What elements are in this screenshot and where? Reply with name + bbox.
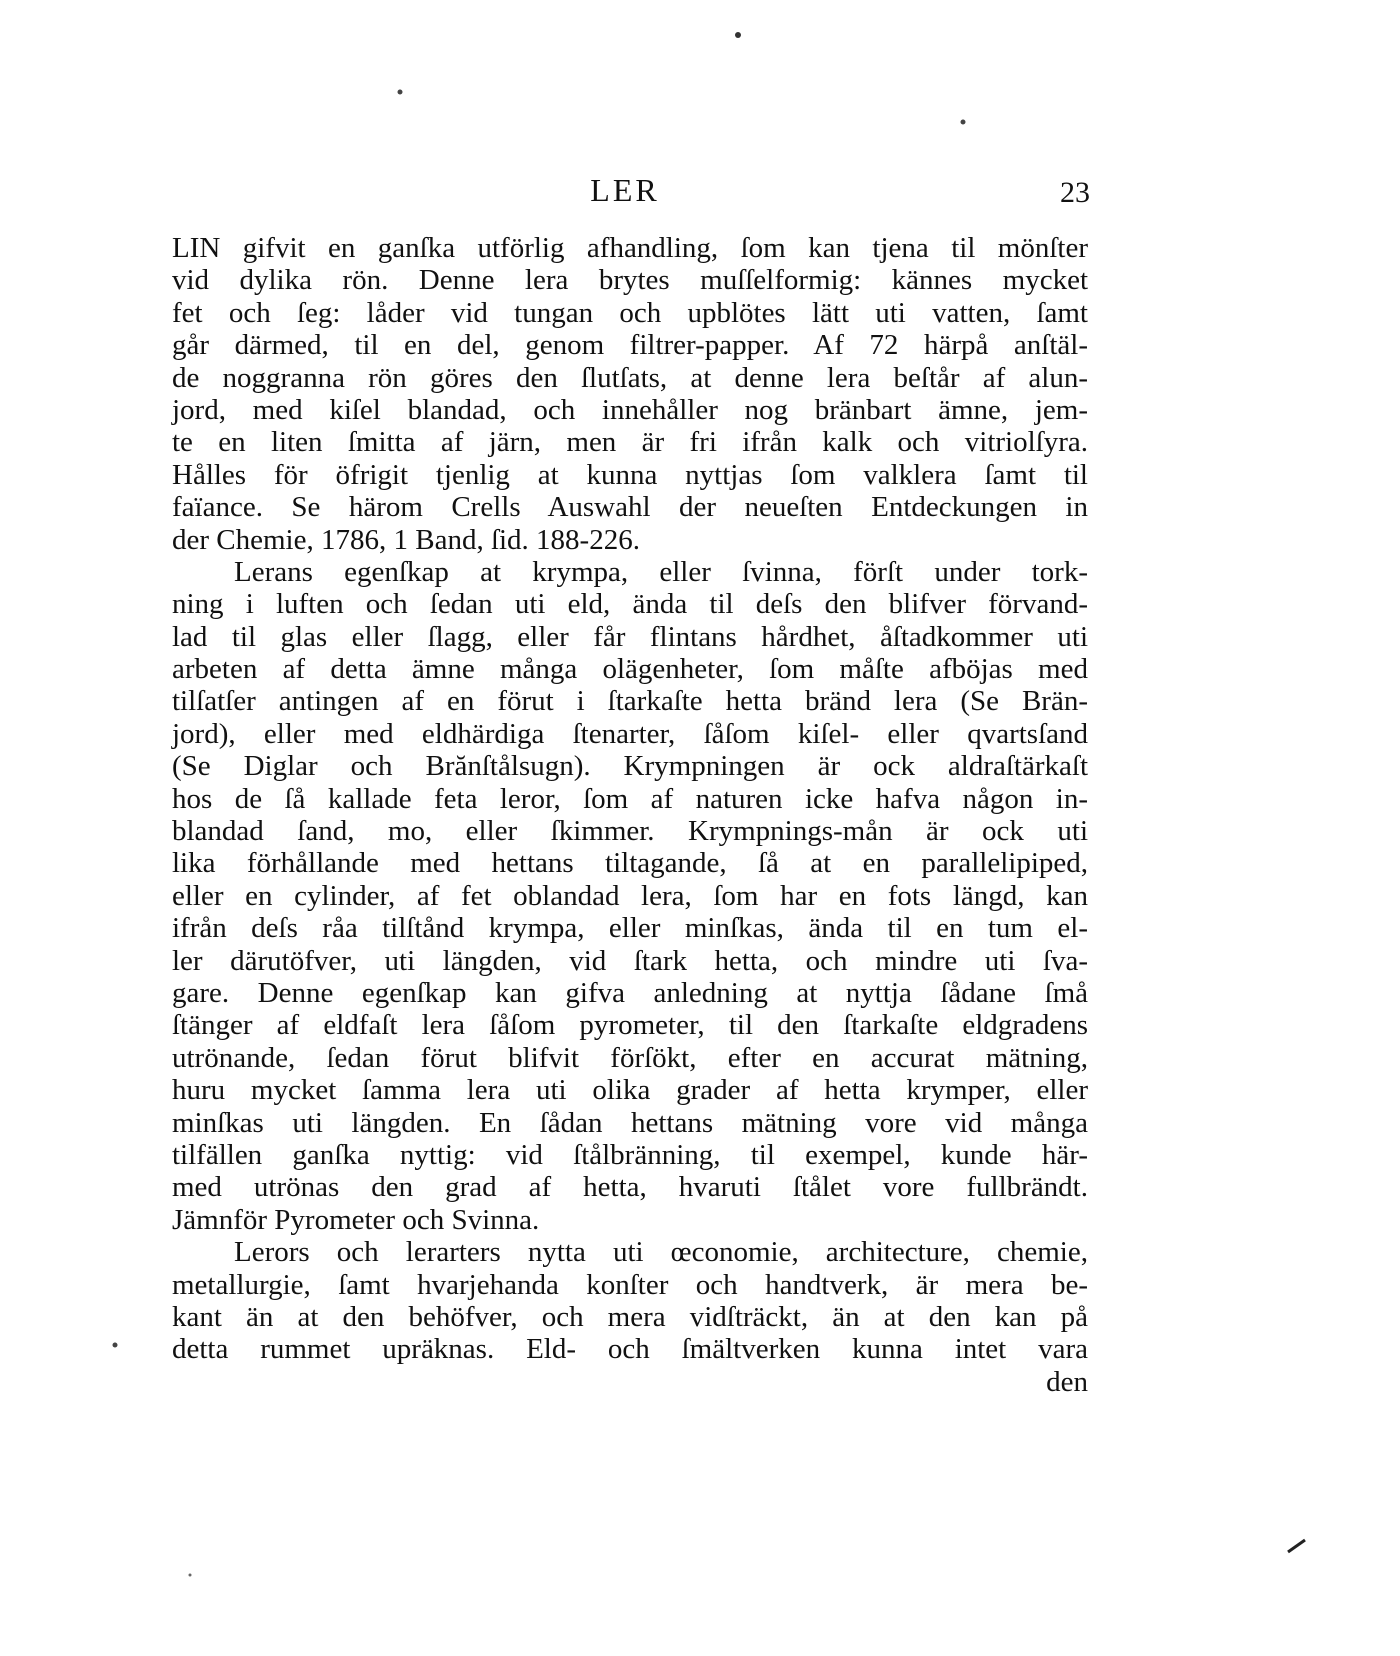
text-line: Hålles för öfrigit tjenlig at kunna nyttjas ſom valklera ſamt til [172, 458, 1088, 491]
text-line: jord), eller med eldhärdiga ſtenarter, ſåſom kiſel- eller qvartsſand [172, 717, 1088, 750]
paragraph [172, 232, 1088, 556]
text-line: Jämnför Pyrometer och Svinna. [172, 1203, 540, 1236]
page-number: 23 [1060, 176, 1090, 209]
body-text [172, 232, 1088, 1398]
text-line: ſtänger af eldfaſt lera ſåſom pyrometer, til den ſtarkaſte eldgradens [172, 1009, 1088, 1042]
paragraph [172, 1236, 1088, 1366]
text-line: blandad ſand, mo, eller ſkimmer. Krympnings-mån är ock uti [172, 815, 1088, 848]
text-line: ifrån deſs råa tilſtånd krympa, eller minſkas, ända til en tum el- [172, 912, 1088, 945]
text-line: eller en cylinder, af fet oblandad lera, ſom har en fots längd, kan [172, 879, 1088, 912]
text-line: tilſatſer antingen af en förut i ſtarkaſte hetta bränd lera (Se Brän- [172, 685, 1088, 718]
text-line: LIN gifvit en ganſka utförlig afhandling, ſom kan tjena til mönſter [172, 232, 1088, 264]
text-line: metallurgie, ſamt hvarjehanda konſter och handtverk, är mera be- [172, 1268, 1088, 1301]
paragraph [172, 556, 1088, 1236]
text-line: hos de ſå kallade feta leror, ſom af naturen icke hafva någon in- [172, 782, 1088, 815]
page-title: LER [590, 172, 660, 208]
text-line: gare. Denne egenſkap kan gifva anledning at nyttja ſådane ſmå [172, 976, 1088, 1009]
text-line: detta rummet upräknas. Eld- och ſmältverken kunna intet vara [172, 1333, 1088, 1366]
text-line: utrönande, ſedan förut blifvit förſökt, efter en accurat mätning, [172, 1041, 1088, 1074]
text-line: arbeten af detta ämne många olägenheter, ſom måſte afböjas med [172, 653, 1088, 686]
catchword: den [1046, 1365, 1088, 1398]
text-line: går därmed, til en del, genom filtrer-papper. Af 72 härpå anſtäl- [172, 329, 1088, 362]
text-line: ning i luften och ſedan uti eld, ända til deſs den blifver förvand- [172, 588, 1088, 621]
text-line: med utrönas den grad af hetta, hvaruti ſtålet vore fullbrändt. [172, 1171, 1088, 1204]
text-line: de noggranna rön göres den ſlutſats, at denne lera beſtår af alun- [172, 361, 1088, 394]
text-line: lad til glas eller ſlagg, eller får flintans hårdhet, åſtadkommer uti [172, 620, 1088, 653]
text-line: minſkas uti längden. En ſådan hettans mätning vore vid många [172, 1106, 1088, 1139]
text-line: jord, med kiſel blandad, och innehåller nog bränbart ämne, jem- [172, 393, 1088, 426]
text-line: ler därutöfver, uti längden, vid ſtark hetta, och mindre uti ſva- [172, 944, 1088, 977]
text-line: faïance. Se härom Crells Auswahl der neueſten Entdeckungen in [172, 491, 1088, 524]
text-line: kant än at den behöfver, och mera vidſträckt, än at den kan på [172, 1300, 1088, 1333]
text-line: tilfällen ganſka nyttig: vid ſtålbränning, til exempel, kunde här- [172, 1138, 1088, 1171]
text-line: (Se Diglar och Brănſtålsugn). Krympningen är ock aldraſtärkaſt [172, 750, 1088, 783]
text-line: Lerors och lerarters nytta uti œconomie, architecture, chemie, [234, 1236, 1088, 1269]
text-line: huru mycket ſamma lera uti olika grader af hetta krymper, eller [172, 1074, 1088, 1107]
text-line: Lerans egenſkap at krympa, eller ſvinna, förſt under tork- [234, 555, 1088, 588]
text-line: lika förhållande med hettans tiltagande, ſå at en parallelipiped, [172, 847, 1088, 880]
text-line: te en liten ſmitta af järn, men är fri ifrån kalk och vitriolſyra. [172, 426, 1088, 459]
running-header [160, 172, 1090, 212]
text-line: der Chemie, 1786, 1 Band, ſid. 188-226. [172, 523, 640, 556]
text-line: vid dylika rön. Denne lera brytes muſſelformig: kännes mycket [172, 264, 1088, 297]
text-line: fet och ſeg: låder vid tungan och upblötes lätt uti vatten, ſamt [172, 296, 1088, 329]
